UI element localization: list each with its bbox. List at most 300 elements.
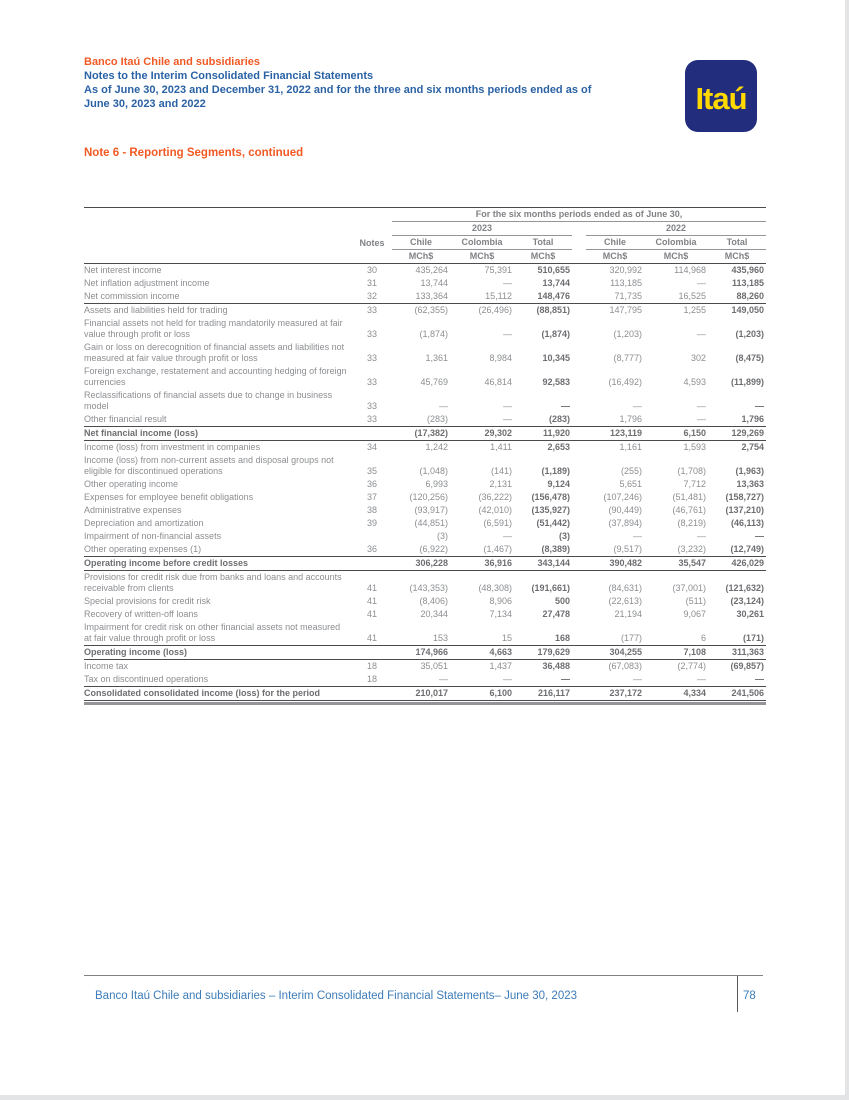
row-note-number: 33 — [366, 401, 377, 411]
row-value-chile-2022: (107,246) — [603, 492, 642, 502]
column-gap — [572, 389, 586, 413]
row-value-chile-2022: (177) — [620, 633, 642, 643]
row-label: Reclassifications of financial assets due to change in business model — [84, 390, 333, 411]
row-value-colombia-2022: 1,255 — [683, 305, 706, 315]
row-note-number: 36 — [366, 544, 377, 554]
row-value-total-2022: (11,899) — [730, 377, 764, 387]
year-2023-header: 2023 — [392, 222, 572, 236]
row-value-total-2023: (51,442) — [536, 518, 570, 528]
row-value-total-2023: 148,476 — [514, 290, 572, 304]
row-value-chile-2022: (22,613) — [608, 596, 642, 606]
row-value-chile-2022: (67,083) — [608, 661, 642, 671]
row-label: Provisions for credit risk due from banks and loans and accounts receivable from clients — [84, 572, 342, 593]
table-row — [84, 660, 766, 674]
table-row — [84, 621, 766, 646]
row-value-colombia-2022: (511) — [685, 596, 706, 606]
row-value-total-2023: 9,124 — [547, 479, 570, 489]
row-label: Income (loss) from non-current assets and disposal groups not eligible for discontinued operations — [84, 455, 334, 476]
row-value-chile-2023: 435,264 — [415, 265, 448, 275]
year-2022-header: 2022 — [586, 222, 766, 236]
table-row — [84, 571, 766, 596]
row-value-chile-2022: 390,482 — [586, 557, 644, 571]
table-row — [84, 277, 766, 290]
segments-table-head — [84, 208, 766, 264]
row-value-chile-2022: — — [633, 401, 642, 411]
row-value-total-2023: (135,927) — [531, 505, 570, 515]
row-value-colombia-2022: 114,968 — [674, 265, 706, 275]
row-value-colombia-2022: 7,108 — [644, 646, 708, 660]
row-value-chile-2022: 123,119 — [586, 427, 644, 441]
row-value-chile-2023: 13,744 — [420, 278, 448, 288]
row-value-chile-2023: 153 — [432, 633, 448, 643]
row-value-total-2022: 88,260 — [708, 290, 766, 304]
row-value-total-2023: (191,661) — [531, 583, 570, 593]
row-value-total-2023: 11,920 — [514, 427, 572, 441]
note-title: Note 6 - Reporting Segments, continued — [84, 147, 304, 159]
column-gap — [572, 478, 586, 491]
row-value-chile-2023: (120,256) — [409, 492, 448, 502]
row-value-total-2023: 92,583 — [542, 377, 570, 387]
row-note-number: 37 — [366, 492, 377, 502]
row-value-chile-2023: (17,382) — [392, 427, 450, 441]
row-value-colombia-2023: — — [503, 278, 512, 288]
unit-label: MCh$ — [392, 250, 450, 264]
row-note-number: 18 — [366, 674, 377, 684]
column-gap — [572, 441, 586, 455]
row-note-number — [352, 557, 392, 571]
row-value-colombia-2023: — — [503, 329, 512, 339]
unit-label: MCh$ — [514, 250, 572, 264]
row-value-colombia-2023: 7,134 — [489, 609, 512, 619]
segments-table-wrap — [84, 207, 766, 705]
document-title: Notes to the Interim Consolidated Financial Statements — [84, 70, 374, 82]
row-value-total-2023: 36,488 — [542, 661, 570, 671]
table-row — [84, 454, 766, 478]
row-value-colombia-2023: (48,308) — [478, 583, 512, 593]
empty-cell — [84, 236, 352, 250]
row-label: Recovery of written-off loans — [84, 609, 198, 619]
row-label: Foreign exchange, restatement and accounting hedging of foreign currencies — [84, 366, 347, 387]
row-value-total-2022: (121,632) — [725, 583, 764, 593]
row-value-total-2023: (1,874) — [541, 329, 570, 339]
period-line-2: June 30, 2023 and 2022 — [84, 98, 206, 110]
row-value-total-2023: 10,345 — [542, 353, 570, 363]
row-value-chile-2023: (6,922) — [419, 544, 448, 554]
empty-cell — [352, 250, 392, 264]
row-note-number — [352, 530, 392, 543]
row-value-total-2023: (283) — [548, 414, 570, 424]
table-row — [84, 491, 766, 504]
row-value-total-2023: (88,851) — [536, 305, 570, 315]
empty-cell — [84, 208, 392, 222]
row-value-chile-2022: (255) — [620, 466, 642, 476]
row-value-total-2022: 426,029 — [708, 557, 766, 571]
row-value-colombia-2023: (6,591) — [483, 518, 512, 528]
row-value-chile-2023: — — [439, 674, 448, 684]
row-label: Other financial result — [84, 414, 167, 424]
row-value-total-2022: 435,960 — [731, 265, 764, 275]
row-value-chile-2023: (62,355) — [414, 305, 448, 315]
row-value-colombia-2023: 1,411 — [490, 442, 512, 452]
unit-label: MCh$ — [708, 250, 766, 264]
row-value-colombia-2023: — — [503, 531, 512, 541]
page-footer — [84, 975, 763, 1012]
row-value-total-2022: (137,210) — [725, 505, 764, 515]
column-gap — [572, 317, 586, 341]
row-note-number: 33 — [366, 414, 377, 424]
table-row — [84, 365, 766, 389]
row-note-number: 33 — [366, 377, 377, 387]
row-value-colombia-2023: (1,467) — [483, 544, 512, 554]
row-value-colombia-2022: 6,150 — [644, 427, 708, 441]
row-value-total-2023: (156,478) — [531, 492, 570, 502]
row-value-total-2022: (23,124) — [730, 596, 764, 606]
row-label: Special provisions for credit risk — [84, 596, 211, 606]
table-row — [84, 389, 766, 413]
empty-cell — [84, 222, 392, 236]
table-row — [84, 687, 766, 701]
page-edge-bottom — [0, 1095, 849, 1100]
row-label: Gain or loss on derecognition of financial assets and liabilities not measured at fair value through profit or loss — [84, 342, 345, 363]
table-row — [84, 427, 766, 441]
row-value-chile-2023: 210,017 — [392, 687, 450, 701]
row-value-chile-2022: 1,161 — [619, 442, 642, 452]
row-note-number: 33 — [366, 353, 377, 363]
row-value-colombia-2022: 1,593 — [683, 442, 706, 452]
row-value-colombia-2022: 302 — [690, 353, 706, 363]
row-value-chile-2023: (44,851) — [414, 518, 448, 528]
row-value-total-2022: (158,727) — [725, 492, 764, 502]
unit-label: MCh$ — [644, 250, 708, 264]
row-value-chile-2023: (143,353) — [409, 583, 448, 593]
row-value-colombia-2022: (2,774) — [677, 661, 706, 671]
row-note-number: 36 — [366, 479, 377, 489]
row-value-colombia-2023: 1,437 — [489, 661, 512, 671]
row-label: Other operating income — [84, 479, 179, 489]
column-gap — [572, 504, 586, 517]
row-label: Consolidated consolidated income (loss) for the period — [84, 687, 352, 701]
row-label: Depreciation and amortization — [84, 518, 204, 528]
row-value-colombia-2023: 8,984 — [489, 353, 512, 363]
row-value-chile-2023: (3) — [437, 531, 448, 541]
row-value-colombia-2022: (3,232) — [677, 544, 706, 554]
row-value-colombia-2022: (1,708) — [677, 466, 706, 476]
row-value-chile-2023: (1,048) — [419, 466, 448, 476]
row-value-colombia-2023: 6,100 — [450, 687, 514, 701]
column-gap — [572, 673, 586, 687]
row-label: Expenses for employee benefit obligations — [84, 492, 254, 502]
total-2023-header: Total — [514, 236, 572, 250]
row-value-colombia-2022: (46,761) — [672, 505, 706, 515]
row-value-colombia-2023: 8,906 — [489, 596, 512, 606]
table-row — [84, 543, 766, 557]
row-value-colombia-2023: 15,112 — [450, 290, 514, 304]
row-value-chile-2023: 35,051 — [420, 661, 448, 671]
period-span-header: For the six months periods ended as of June 30, — [392, 208, 766, 222]
row-value-colombia-2023: 36,916 — [450, 557, 514, 571]
column-gap — [572, 660, 586, 674]
row-value-chile-2022: 1,796 — [619, 414, 642, 424]
column-gap — [572, 365, 586, 389]
notes-column-header: Notes — [359, 237, 385, 248]
column-header-row — [84, 236, 766, 250]
row-note-number: 41 — [366, 596, 377, 606]
row-value-colombia-2023: 15 — [501, 633, 512, 643]
row-value-total-2022: — — [755, 674, 764, 684]
row-value-total-2022: 1,796 — [741, 414, 764, 424]
column-gap — [572, 621, 586, 646]
unit-label: MCh$ — [450, 250, 514, 264]
table-row — [84, 290, 766, 304]
row-value-total-2023: 179,629 — [514, 646, 572, 660]
row-value-total-2022: (1,203) — [735, 329, 764, 339]
row-value-colombia-2022: (37,001) — [672, 583, 706, 593]
row-value-colombia-2022: — — [697, 401, 706, 411]
row-value-colombia-2023: (36,222) — [478, 492, 512, 502]
row-value-total-2023: 500 — [554, 596, 570, 606]
row-value-total-2022: (8,475) — [735, 353, 764, 363]
row-value-chile-2023: (283) — [426, 414, 448, 424]
row-value-chile-2022: 320,992 — [609, 265, 642, 275]
row-value-chile-2022: (16,492) — [608, 377, 642, 387]
row-value-colombia-2022: 16,525 — [644, 290, 708, 304]
row-value-total-2022: (69,857) — [730, 661, 764, 671]
row-label: Administrative expenses — [84, 505, 182, 515]
row-value-colombia-2022: — — [697, 674, 706, 684]
column-gap — [572, 491, 586, 504]
itau-logo — [685, 60, 757, 132]
row-value-chile-2023: (8,406) — [419, 596, 448, 606]
column-gap — [572, 427, 586, 441]
row-value-chile-2023: 1,361 — [425, 353, 448, 363]
table-row — [84, 341, 766, 365]
row-value-total-2023: 216,117 — [514, 687, 572, 701]
row-note-number: 41 — [366, 583, 377, 593]
column-gap — [572, 517, 586, 530]
row-value-colombia-2022: 6 — [700, 633, 706, 643]
row-value-colombia-2022: 4,334 — [644, 687, 708, 701]
colombia-2023-header: Colombia — [450, 236, 514, 250]
unit-label: MCh$ — [586, 250, 644, 264]
row-value-total-2023: 27,478 — [542, 609, 570, 619]
colombia-2022-header: Colombia — [644, 236, 708, 250]
row-note-number: 30 — [366, 265, 377, 275]
table-row — [84, 557, 766, 571]
row-value-chile-2022: 113,185 — [610, 278, 642, 288]
row-value-chile-2023: 174,966 — [392, 646, 450, 660]
row-note-number: 41 — [366, 633, 377, 643]
page-number: 78 — [737, 976, 763, 1012]
row-value-colombia-2023: 46,814 — [484, 377, 512, 387]
row-value-colombia-2023: (42,010) — [478, 505, 512, 515]
document-header — [84, 55, 644, 111]
row-label: Assets and liabilities held for trading — [84, 305, 228, 315]
row-value-colombia-2023: — — [503, 414, 512, 424]
chile-2022-header: Chile — [586, 236, 644, 250]
row-value-colombia-2022: 9,067 — [683, 609, 706, 619]
row-value-total-2022: 113,185 — [731, 278, 764, 288]
column-gap — [572, 687, 586, 701]
row-value-total-2023: 343,144 — [514, 557, 572, 571]
row-note-number: 39 — [366, 518, 377, 528]
row-label: Impairment for credit risk on other financial assets not measured at fair value through profit or loss — [84, 622, 341, 643]
row-value-colombia-2023: (141) — [490, 466, 512, 476]
row-value-colombia-2023: 75,391 — [484, 265, 512, 275]
row-note-number — [352, 687, 392, 701]
row-value-colombia-2023: — — [503, 401, 512, 411]
column-gap — [572, 646, 586, 660]
row-value-total-2022: 129,269 — [708, 427, 766, 441]
row-value-total-2022: 30,261 — [736, 609, 764, 619]
segments-table — [84, 207, 766, 701]
row-value-chile-2022: 71,735 — [586, 290, 644, 304]
total-2022-header: Total — [708, 236, 766, 250]
row-value-colombia-2022: 7,712 — [683, 479, 706, 489]
row-note-number: 32 — [352, 290, 392, 304]
table-row — [84, 413, 766, 427]
row-value-total-2023: 510,655 — [537, 265, 570, 275]
row-value-colombia-2022: — — [697, 531, 706, 541]
row-value-chile-2023: 20,344 — [420, 609, 448, 619]
row-label: Net commission income — [84, 290, 352, 304]
column-gap — [572, 557, 586, 571]
row-note-number: 33 — [366, 305, 377, 315]
row-label: Tax on discontinued operations — [84, 674, 209, 684]
row-value-chile-2023: — — [439, 401, 448, 411]
column-gap — [572, 595, 586, 608]
row-value-chile-2022: (90,449) — [608, 505, 642, 515]
page-edge-right — [845, 0, 849, 1100]
row-label: Income (loss) from investment in companies — [84, 442, 261, 452]
row-value-chile-2022: (8,777) — [613, 353, 642, 363]
row-value-total-2023: — — [561, 401, 570, 411]
table-row — [84, 504, 766, 517]
table-row — [84, 317, 766, 341]
span-header-row — [84, 208, 766, 222]
table-row — [84, 517, 766, 530]
table-row — [84, 530, 766, 543]
row-value-colombia-2022: (8,219) — [677, 518, 706, 528]
row-value-chile-2023: (93,917) — [414, 505, 448, 515]
table-row — [84, 441, 766, 455]
row-value-total-2022: — — [755, 531, 764, 541]
column-gap — [572, 236, 586, 250]
row-value-chile-2023: (1,874) — [419, 329, 448, 339]
table-row — [84, 304, 766, 318]
column-gap — [572, 304, 586, 318]
column-gap — [572, 264, 586, 278]
row-value-chile-2022: 147,795 — [609, 305, 642, 315]
table-row — [84, 264, 766, 278]
table-row — [84, 673, 766, 687]
row-value-colombia-2022: 4,593 — [683, 377, 706, 387]
row-value-colombia-2022: (51,481) — [672, 492, 706, 502]
column-gap — [572, 290, 586, 304]
column-gap — [572, 530, 586, 543]
row-value-chile-2022: 5,651 — [619, 479, 642, 489]
row-label: Net interest income — [84, 265, 162, 275]
row-value-chile-2023: 45,769 — [420, 377, 448, 387]
row-value-chile-2022: (1,203) — [613, 329, 642, 339]
row-value-total-2022: 149,050 — [731, 305, 764, 315]
row-label: Impairment of non-financial assets — [84, 531, 222, 541]
row-value-colombia-2023: 2,131 — [489, 479, 512, 489]
row-label: Other operating expenses (1) — [84, 544, 202, 554]
column-gap — [572, 250, 586, 264]
column-gap — [572, 608, 586, 621]
row-value-chile-2023: 133,364 — [392, 290, 450, 304]
itau-logo-text: Itaú — [695, 81, 747, 116]
row-value-total-2023: — — [561, 674, 570, 684]
row-value-total-2022: 13,363 — [736, 479, 764, 489]
row-value-chile-2022: — — [633, 531, 642, 541]
row-value-colombia-2023: 4,663 — [450, 646, 514, 660]
table-row — [84, 595, 766, 608]
row-value-chile-2023: 306,228 — [392, 557, 450, 571]
table-row — [84, 646, 766, 660]
company-name: Banco Itaú Chile and subsidiaries — [84, 56, 261, 68]
row-value-chile-2022: 237,172 — [586, 687, 644, 701]
row-value-total-2022: — — [755, 401, 764, 411]
row-value-chile-2022: (37,894) — [608, 518, 642, 528]
row-value-total-2023: (1,189) — [541, 466, 570, 476]
year-header-row — [84, 222, 766, 236]
row-value-total-2022: 241,506 — [708, 687, 766, 701]
row-note-number: 35 — [366, 466, 377, 476]
column-gap — [572, 571, 586, 596]
row-note-number: 33 — [366, 329, 377, 339]
row-value-total-2022: (46,113) — [730, 518, 764, 528]
row-value-colombia-2023: — — [503, 674, 512, 684]
row-label: Operating income before credit losses — [84, 557, 352, 571]
row-value-chile-2023: 1,242 — [425, 442, 448, 452]
row-value-total-2022: (1,963) — [735, 466, 764, 476]
column-gap — [572, 454, 586, 478]
row-label: Operating income (loss) — [84, 646, 352, 660]
empty-cell — [84, 250, 352, 264]
table-row — [84, 478, 766, 491]
row-value-chile-2022: (9,517) — [613, 544, 642, 554]
row-note-number: 41 — [366, 609, 377, 619]
row-note-number: 31 — [366, 278, 377, 288]
row-value-colombia-2022: — — [697, 278, 706, 288]
table-row — [84, 608, 766, 621]
row-value-colombia-2023: (26,496) — [478, 305, 512, 315]
row-value-colombia-2022: — — [697, 414, 706, 424]
units-row — [84, 250, 766, 264]
column-gap — [572, 341, 586, 365]
column-gap — [572, 277, 586, 290]
row-value-total-2023: 13,744 — [542, 278, 570, 288]
row-value-total-2023: 2,653 — [547, 442, 570, 452]
row-label: Financial assets not held for trading mandatorily measured at fair value through profit or loss — [84, 318, 343, 339]
chile-2023-header: Chile — [392, 236, 450, 250]
row-value-colombia-2022: 35,547 — [644, 557, 708, 571]
row-value-chile-2022: 21,194 — [614, 609, 642, 619]
column-gap — [572, 413, 586, 427]
row-note-number: 34 — [366, 442, 377, 452]
row-value-total-2023: (3) — [559, 531, 570, 541]
row-label: Net inflation adjustment income — [84, 278, 210, 288]
period-line-1: As of June 30, 2023 and December 31, 2022 and for the three and six months periods ended as of — [84, 84, 592, 96]
row-value-total-2023: (8,389) — [541, 544, 570, 554]
row-value-chile-2022: — — [633, 674, 642, 684]
row-note-number: 18 — [366, 661, 377, 671]
row-value-total-2022: 2,754 — [741, 442, 764, 452]
row-value-chile-2022: 304,255 — [586, 646, 644, 660]
footer-text: Banco Itaú Chile and subsidiaries – Interim Consolidated Financial Statements– June 30, 2023 — [95, 990, 578, 1002]
row-note-number: 38 — [366, 505, 377, 515]
